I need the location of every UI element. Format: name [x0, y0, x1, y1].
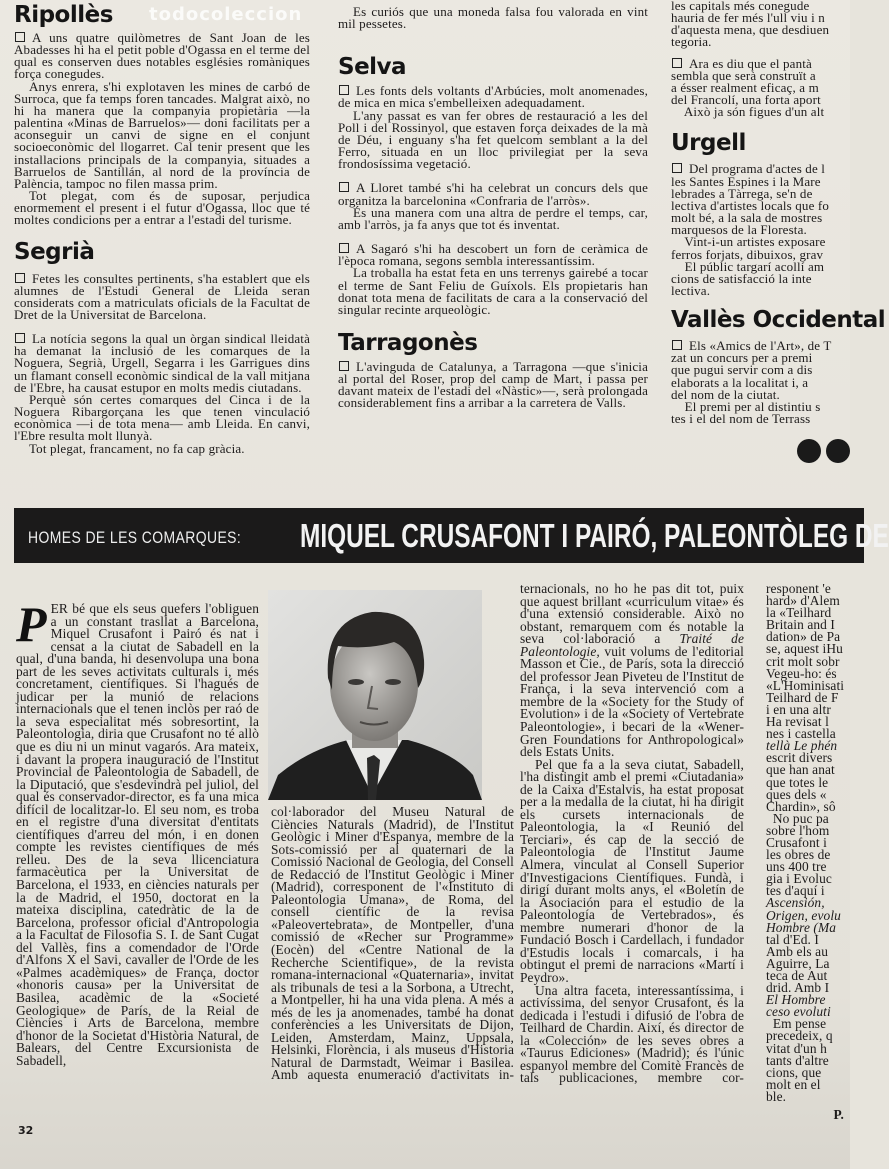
paragraph: [14, 78, 310, 191]
section-heading: Urgell: [671, 130, 746, 157]
article-paragraph: Pel que fa a la seva ciutat, Sabadell, l'ha distingit amb el premi «Ciutadania» de la Caixa d'Estalvis, ha estat proposat per a la medalla de la ciutat, hi ha dirigit els cursets internacionals de Paleontologia, la «I Reunió del Terciari», és cap de la secció de Paleontologia de l'Institut Jaume Almera, vinculat al Consell Superior d'Investigacions Científiques. Fundà, i dirigí durant molts anys, el «Boletín de la Asociación para el estudio de la Paleontología de Vertebrados», és membre numerari d'honor de la Fundació Bosch i Cardellach, i fundador d'Estudis locals i comarcals, i ha obtingut el premi de narracions «Martí i Peydro».: [520, 756, 744, 985]
section-selva: [338, 54, 648, 316]
line-text: Amb els au: [766, 943, 828, 959]
line-text: Aguirre, La: [766, 955, 830, 971]
banner-kicker: HOMES DE LES COMARQUES:: [28, 528, 242, 547]
decorative-dot-icon: [826, 439, 850, 463]
line-text: cions, que: [766, 1064, 822, 1080]
line-text: Britain and I: [766, 617, 835, 633]
article-column-2: [271, 806, 514, 1082]
square-bullet-icon: [15, 32, 25, 42]
paragraph-text: La notícia segons la qual un òrgan sindical lleidatà ha demanat la inclusió de les comarques de la Noguera, Segrià, Urgell, Segarra i les Garrigues dins un flamant consell econòmic sindical de la vall mitjana de l'Ebre, ha causat estupor en molts medis ciutadans.: [14, 331, 310, 395]
section-heading: Segrià: [14, 238, 95, 265]
line-text: tegoria.: [671, 34, 712, 50]
section-urgell: [671, 130, 851, 297]
line-text: vitat d'un h: [766, 1040, 827, 1056]
line-text: crit molt sobr: [766, 653, 840, 669]
line-text: lebrades a Tàrrega, se'n de: [671, 185, 813, 201]
section-tarragones: [338, 330, 648, 410]
column-middle-top: [338, 6, 648, 410]
paragraph-text: La troballa ha estat feta en uns terrenys gairebé a tocar el terme de Sant Feliu de Guíxols. Els propietaris han donat tota mena de facilitats de cara a la conservació del singular recinte arqueològic.: [338, 265, 648, 317]
line-text: hard» d'Alem: [766, 593, 840, 609]
line-text: El premi per al distintiu s: [671, 398, 821, 414]
paragraph-text: Fetes les consultes pertinents, s'ha establert que els alumnes de l'Estudi General de Lleida seran considerats com a matriculats oficials de la Facultat de Dret de la Universitat de Barcelona.: [14, 270, 310, 322]
paragraph: [338, 358, 648, 411]
square-bullet-icon: [15, 273, 25, 283]
article-column-1: [16, 596, 259, 1068]
square-bullet-icon: [339, 85, 349, 95]
line-text: Els «Amics de l'Art», de T: [689, 338, 832, 354]
section-intro-fragment: [671, 0, 851, 49]
line-text: tants d'altre: [766, 1052, 829, 1068]
paragraph-text: A Lloret també s'hi ha celebrat un concurs dels que organitza la barcelonina «Confraria de l'arròs».: [338, 180, 648, 208]
line-text: tellà Le phén: [766, 738, 838, 754]
section-body: [338, 85, 648, 316]
paragraph-text: Les fonts dels voltants d'Arbúcies, molt anomenades, de mica en mica s'embelleixen adequadament.: [338, 83, 648, 111]
section-body: [671, 163, 851, 297]
text-line: [671, 36, 851, 48]
square-bullet-icon: [15, 333, 25, 343]
decorative-dots: [671, 439, 851, 463]
section-body: [338, 358, 648, 411]
article-title: MIQUEL CRUSAFONT I PAIRÓ, PALEONTÒLEG DE: [300, 517, 889, 554]
line-text: tes i el del nom de Terrass: [671, 411, 811, 427]
paragraph-text: És una manera com una altra de perdre el temps, car, amb l'arròs, ja fa anys que tot és inventat.: [338, 204, 648, 232]
article-fragment: [766, 583, 856, 1103]
text-line: [671, 106, 851, 118]
paragraph: [338, 85, 648, 109]
line-text: que pugui servir com a dis: [671, 362, 813, 378]
line-text: «L'Hominisati: [766, 677, 845, 693]
line-text: Em pense: [766, 1016, 827, 1032]
section-intro: [338, 6, 648, 30]
paragraph-text: Es curiós que una moneda falsa fou valorada en vint mil pessetes.: [338, 4, 648, 32]
watermark: todocoleccion: [149, 4, 303, 25]
decorative-dot-icon: [797, 439, 821, 463]
section-body: [14, 32, 310, 227]
line-text: que totes le: [766, 774, 829, 790]
article-text: vuit volums de l'editorial Masson et Cie., de París, sota la direcció del professor Jean Piveteu de l'Institut de França, i la seva intervenció com a membre de la «Society for the Study of Evolution» i de la «Society of Vertebrate Paleontologie», i becari de la «Wener-Gren Foundations for Anthropological» dels Estats Units.: [520, 643, 744, 760]
line-text: gia i Evoluc: [766, 871, 832, 887]
line-text: ques dels «: [766, 786, 827, 802]
line-text: lectiva d'artistes locals que fo: [671, 197, 830, 213]
section-body: [14, 270, 310, 456]
line-text: sobre l'hom: [766, 822, 830, 838]
article-banner: [14, 508, 889, 563]
square-bullet-icon: [672, 58, 682, 68]
line-text: Del programa d'actes de l: [689, 161, 826, 177]
article-text: col·laborador del Museu Natural de Ciències Naturals (Madrid), de l'Institut Geològic i Miner d'Espanya, membre de la Sots-comissió per al quaternari de la Comissió Nacional de Geologia, del Consell de Redacció de l'Institut Geològic i Miner (Madrid), corresponent de l'«Instituto di Paleontologia Umana», de Roma, del consell científic de la revisa «Paleovertebrata», de Montpeller, d'una comissió de «Recher sur Programme» (Eocèn) del «Centre National de la Recherche Scientifique», de la revista romana-internacional «Quaternaria», invitat als tribunals de tesi a la Sorbona, a Utrecht, a Montpeller, hi ha una vida plena. A més a més de les ja anomenades, també ha donat conferències a les Universitats de Dijon, Leiden, Amsterdam, Mainz, Uppsala, Helsinki, Florència, i als museus d'Historia Natural de Darmstadt, Weimar i Basilea. Amb aquesta enumeració d'activitats in-: [271, 804, 514, 1083]
section-heading: Vallès Occidental: [671, 307, 886, 334]
column-right-top: [671, 0, 886, 463]
paragraph: [14, 190, 310, 226]
line-text: molt bé, a la sala de mostres: [671, 210, 823, 226]
line-text: a ésser realment eficaç, a m: [671, 79, 819, 95]
line-text: molt en el: [766, 1076, 821, 1092]
line-text: precedeix, q: [766, 1028, 833, 1044]
paragraph-text: L'avinguda de Catalunya, a Tarragona —que s'inicia al portal del Roser, prop del camp de Mart, i passa per davant mateix de l'estadi del «Nàstic»—, serà prolongada considerablement fins a arribar a la carretera de Valls.: [338, 358, 648, 411]
article-paragraph: [520, 583, 744, 759]
paragraph: [338, 204, 648, 232]
drop-cap: P: [16, 596, 47, 652]
line-text: ceso evoluti: [766, 1004, 831, 1020]
paragraph: [14, 32, 310, 81]
paragraph-text: Tot plegat, com és de suposar, perjudica enormement el present i el futur d'Ogassa, lloc que té moltes condicions per a entrar a l'estadi del turisme.: [14, 188, 310, 228]
line-text: i en una altr: [766, 701, 831, 717]
article-text: ternacionals, no ho he pas dit tot, puix que aquest brillant «curriculum vitae» és d'una extensió considerable. Això no obstant, remarquem com és notable la seva col·laboració a: [520, 581, 744, 647]
paragraph-text: L'any passat es van fer obres de restauració a les del Poll i del Rossinyol, que estaven força deixades de la mà de Déu, i enguany s'ha fet quelcom semblant a la del Ferro, situada en un lloc privilegiat per la seva frondosíssima vegetació.: [338, 107, 648, 172]
line-text: Vint-i-un artistes exposare: [671, 234, 826, 250]
line-text: cions de satisfacció la inte: [671, 270, 812, 286]
paragraph: [338, 182, 648, 206]
section-ripolles: [14, 2, 310, 227]
article-column-3: [520, 583, 744, 1085]
section-panta-fragment: [671, 55, 851, 120]
line-text: sembla que serà construït a: [671, 67, 816, 83]
paragraph: [338, 107, 648, 172]
line-text: Això ja són figues d'un alt: [671, 104, 825, 120]
line-text: les obres de: [766, 847, 831, 863]
line-text: nes i castella: [766, 726, 836, 742]
article-column-4: [766, 583, 856, 1121]
line-text: que han anat: [766, 762, 835, 778]
line-text: El públic targarí acollí am: [671, 258, 825, 274]
line-text: hauria de fer més l'ull viu i n: [671, 10, 825, 26]
line-text: Ara es diu que el pantà: [689, 55, 812, 71]
line-text: El Hombre: [766, 992, 826, 1008]
line-text: No puc pa: [766, 810, 829, 826]
line-text: Crusafont i: [766, 834, 827, 850]
paragraph-text: A Sagaró s'hi ha descobert un forn de ceràmica de l'època romana, segons sembla interessantíssim.: [338, 241, 648, 269]
section-heading: Tarragonès: [338, 329, 478, 356]
paragraph: [338, 243, 648, 267]
line-text: elaborats a la localitat i, a: [671, 374, 809, 390]
paragraph-text: Tot plegat, francament, no fa cap gràcia.: [29, 440, 245, 456]
column-left-top: [14, 2, 310, 455]
line-text: del nom de la ciutat.: [671, 386, 780, 402]
author-signature: P.: [833, 1107, 844, 1123]
line-text: drid. Amb I: [766, 980, 830, 996]
line-text: zat un concurs per a premi: [671, 350, 813, 366]
paragraph: [338, 6, 648, 30]
line-text: marquesos de la Floresta.: [671, 222, 807, 238]
line-text: Origen, evolu: [766, 907, 841, 923]
section-segria: [14, 239, 310, 455]
line-text: ferros forjats, dibuixos, grav: [671, 246, 824, 262]
text-line: [671, 282, 851, 298]
square-bullet-icon: [672, 163, 682, 173]
text-line: [671, 413, 851, 425]
section-heading: Ripollès: [14, 2, 113, 28]
paragraph: [338, 267, 648, 316]
line-text: Hombre (Ma: [766, 919, 837, 935]
paragraph-text: Perquè són certes comarques del Cinca i de la Noguera Ribargorçana les que tenen vinculació econòmica —i de tota mena— amb Lleida. En canvi, l'Ebre resulta molt llunyà.: [14, 391, 310, 444]
line-text: escrit divers: [766, 750, 833, 766]
line-text: les capitals més conegude: [671, 0, 810, 13]
paragraph: [14, 391, 310, 444]
book-title: Traité de Paleontologie,: [520, 631, 745, 659]
portrait-photo: [268, 590, 482, 800]
line-text: tes d'aquí i: [766, 883, 825, 899]
square-bullet-icon: [339, 361, 349, 371]
paragraph: [14, 270, 310, 322]
line-text: la «Teilhard: [766, 605, 832, 621]
article-paragraph: Una altra faceta, interessantíssima, i activíssima, del senyor Crusafont, és la dedicada i l'estudi i difusió de l'obra de Teilhard de Chardin. Així, és director de la «Colección» de les seves obres a «Taurus Ediciones» (Madrid); és l'únic espanyol membre del Comitè Francès de tals publicaciones, membre cor-: [520, 982, 744, 1086]
section-body: [671, 340, 851, 425]
page-number: 32: [18, 1124, 34, 1137]
square-bullet-icon: [339, 182, 349, 192]
section-heading: Selva: [338, 54, 407, 81]
paragraph-text: Anys enrera, s'hi explotaven les mines de carbó de Surroca, que fa temps foren tancades. Malgrat això, no hi ha manera que la companyia propietària —la palentina «Minas de Barruelos»— doni facilitats per a aconseguir un canvi de signe en el conjunt socioeconòmic del llogarret. Cal tenir present que les installacions principals de la companyia, situades a Barruelos de Santillán, al nord de la província de Palència, tampoc no filen massa prim.: [14, 78, 310, 191]
paragraph-text: A uns quatre quilòmetres de Sant Joan de les Abadesses hi ha el petit poble d'Ogassa en el terme del qual es conserven dues notables esglésies romàniques força conegudes.: [14, 30, 310, 82]
line-text: Chardin», sô: [766, 798, 836, 814]
line-text: Ha revisat l: [766, 714, 829, 730]
line-text: les Santes Espines i la Mare: [671, 173, 821, 189]
line-text: Teilhard de F: [766, 689, 839, 705]
article-text: ER bé que els seus quefers l'obliguen a un constant trasllat a Barcelona, Miquel Crusafont i Pairó és nat i censat a la ciutat de Sabadell en la qual, d'una banda, hi desenvolupa una bona part de les seves activitats culturals i, més concretament, científiques. Si l'hagués de judicar per la munió de relacions internacionals que el tenen inclòs per raó de la seva especialitat més sobresortint, la Paleontologia, diria que Crusafont no té allò que es diu ni un minut vagarós. Ara mateix, i davant la propera inauguració de l'Institut Provincial de Paleontologia de Sabadell, de la Diputació, que s'esdevindrà pel juliol, del qual és conservador-director, es fa una mica difícil de localitzar-lo. El seu nom, es troba en el registre d'una diversitat d'entitats científiques d'arreu del món, i en donen compte les revistes científiques de més relleu. Des de la seva llicenciatura farmacèutica per la Universitat de Barcelona, el 1933, en ciències naturals per la de Madrid, el 1950, doctorat en la mateixa disciplina, catedràtic de la de Barcelona, professor oficial d'Antropologia a la Facultat de Filosofia S. I. de Sant Cugat del Vallès, fins a comendador de l'Orde d'Alfons X el Savi, cavaller de l'Orde de les «Palmes acadèmiques» de França, doctor «honoris causa» per la Universitat de Basilea, acadèmic de la «Societé Geologique» de París, de la Reial de Ciències i Arts de Barcelona, membre d'honor de la Societat d'Història Natural, de Balears, del Centre Excursionista de Sabadell,: [16, 601, 259, 1068]
paragraph: [14, 440, 310, 456]
line-text: Vegeu-ho: és: [766, 665, 837, 681]
paragraph: [14, 333, 310, 394]
line-text: se, aquest iHu: [766, 641, 843, 657]
square-bullet-icon: [339, 243, 349, 253]
line-text: d'aquesta mena, que desdiuen: [671, 22, 830, 38]
line-text: responent 'e: [766, 581, 831, 596]
text-line: [766, 1088, 856, 1104]
line-text: uns 400 tre: [766, 859, 827, 875]
line-text: dation» de Pa: [766, 629, 841, 645]
line-text: teca de Aut: [766, 968, 828, 983]
line-text: ble.: [766, 1088, 787, 1104]
line-text: del Francolí, una forta aport: [671, 92, 821, 108]
line-text: lectiva.: [671, 282, 711, 298]
line-text: Ascensión,: [766, 895, 829, 911]
line-text: tal d'Ed. I: [766, 931, 819, 947]
square-bullet-icon: [672, 340, 682, 350]
section-valles-occidental: [671, 307, 886, 427]
